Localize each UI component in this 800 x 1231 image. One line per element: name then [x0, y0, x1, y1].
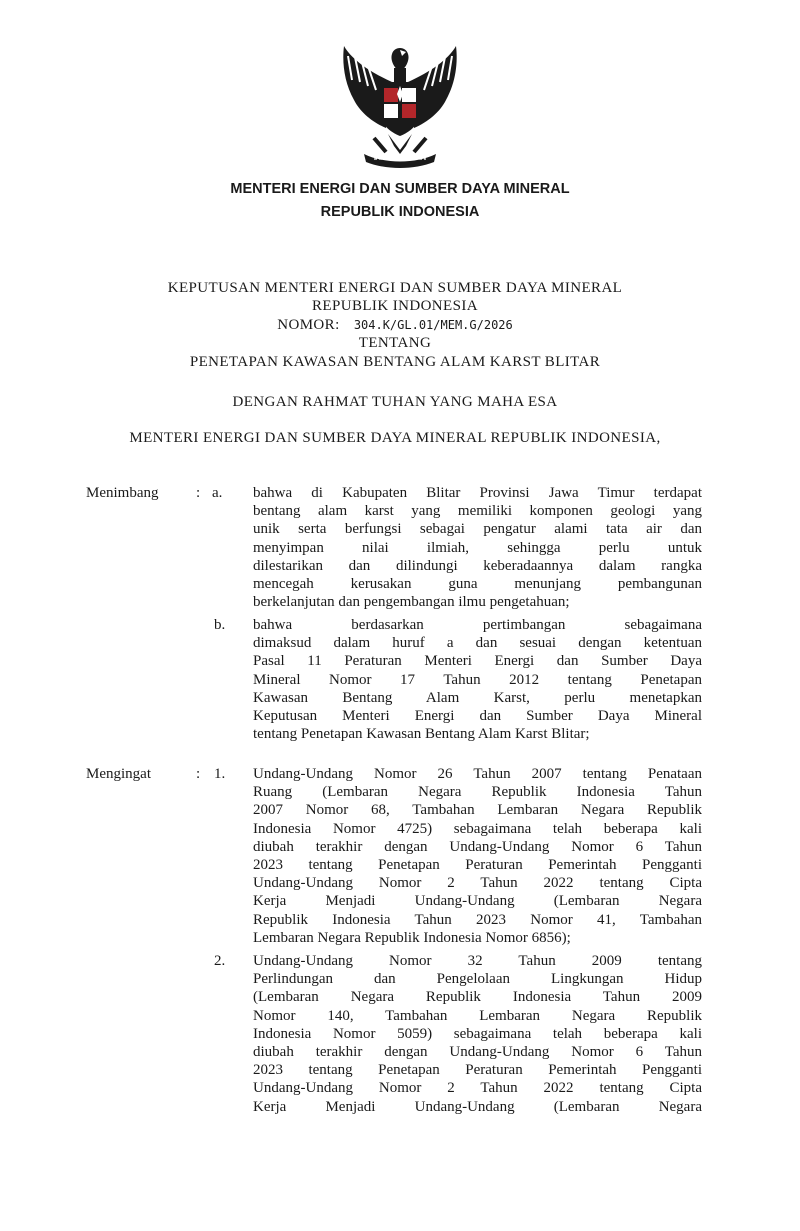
minister-heading: MENTERI ENERGI DAN SUMBER DAYA MINERAL REPUBLIK INDONESIA,	[129, 430, 661, 446]
text-line: Republik Indonesia Tahun 2023 Nomor 41, Tambahan	[253, 911, 702, 928]
text-line: Pasal 11 Peraturan Menteri Energi dan Sumber Daya	[253, 653, 702, 670]
menimbang-item-b	[253, 616, 702, 743]
text-line: bahwa di Kabupaten Blitar Provinsi Jawa Timur terdapat	[253, 485, 702, 501]
text-line: dilestarikan dan dilindungi keberadaannya dalam rangka	[253, 557, 702, 574]
text-line: Kerja Menjadi Undang-Undang (Lembaran Negara	[253, 1098, 702, 1115]
text-line: Undang-Undang Nomor 32 Tahun 2009 tentang	[253, 953, 702, 969]
decree-about-label: TENTANG	[358, 335, 432, 351]
ministry-name: MENTERI ENERGI DAN SUMBER DAYA MINERAL	[230, 181, 570, 197]
text-line: berkelanjutan dan pengembangan ilmu pengetahuan;	[253, 594, 570, 611]
text-line: Lembaran Negara Republik Indonesia Nomor 6856);	[253, 929, 571, 946]
text-line: menyimpan nilai ilmiah, sehingga perlu untuk	[253, 539, 702, 556]
text-line: diubah terakhir dengan Undang-Undang Nomor 6 Tahun	[253, 838, 702, 855]
text-line: 2023 tentang Penetapan Peraturan Pemerintah Pengganti	[253, 1062, 702, 1079]
text-line: Indonesia Nomor 4725) sebagaimana telah beberapa kali	[253, 820, 702, 837]
mengingat-item-1	[253, 765, 702, 947]
text-line: Undang-Undang Nomor 2 Tahun 2022 tentang Cipta	[253, 1080, 702, 1097]
mengingat-colon: :	[196, 766, 201, 782]
text-line: Undang-Undang Nomor 2 Tahun 2022 tentang Cipta	[253, 875, 702, 892]
decree-number-value: 304.K/GL.01/MEM.G/2026	[353, 318, 513, 332]
text-line: 2023 tentang Penetapan Peraturan Pemerintah Pengganti	[253, 856, 702, 873]
text-line: Keputusan Menteri Energi dan Sumber Daya Mineral	[253, 707, 702, 724]
text-line: Nomor 140, Tambahan Lembaran Negara Republik	[253, 1007, 702, 1024]
text-line: bentang alam karst yang memiliki komponen geologi yang	[253, 503, 702, 520]
ministry-country: REPUBLIK INDONESIA	[320, 204, 480, 220]
text-line: (Lembaran Negara Republik Indonesia Tahun 2009	[253, 989, 702, 1006]
menimbang-item-a	[253, 484, 702, 611]
text-line: Ruang (Lembaran Negara Republik Indonesia Tahun	[253, 784, 702, 801]
text-line: Mineral Nomor 17 Tahun 2012 tentang Penetapan	[253, 671, 702, 688]
text-line: diubah terakhir dengan Undang-Undang Nomor 6 Tahun	[253, 1043, 702, 1060]
decree-title-country: REPUBLIK INDONESIA	[312, 298, 478, 314]
text-line: mencegah kerusakan guna menunjang pembangunan	[253, 575, 702, 592]
text-line: dimaksud dalam huruf a dan sesuai dengan ketentuan	[253, 635, 702, 652]
decree-title: KEPUTUSAN MENTERI ENERGI DAN SUMBER DAYA MINERAL	[167, 280, 623, 296]
menimbang-label: Menimbang	[86, 485, 159, 501]
text-line: 2007 Nomor 68, Tambahan Lembaran Negara Republik	[253, 802, 702, 819]
mengingat-marker-1: 1.	[214, 766, 226, 782]
menimbang-marker-a: a.	[212, 485, 223, 501]
menimbang-colon: :	[196, 485, 201, 501]
text-line: tentang Penetapan Kawasan Bentang Alam Karst Blitar;	[253, 726, 590, 743]
decree-subject: PENETAPAN KAWASAN BENTANG ALAM KARST BLITAR	[189, 354, 601, 370]
decree-number	[0, 316, 790, 334]
text-line: unik serta berfungsi sebagai pengatur alami tata air dan	[253, 521, 702, 538]
mengingat-marker-2: 2.	[214, 953, 226, 969]
grace-phrase: DENGAN RAHMAT TUHAN YANG MAHA ESA	[232, 394, 558, 410]
text-line: Undang-Undang Nomor 26 Tahun 2007 tentang Penataan	[253, 766, 702, 782]
mengingat-item-2	[253, 952, 702, 1116]
text-line: Kawasan Bentang Alam Karst, perlu menetapkan	[253, 689, 702, 706]
menimbang-marker-b: b.	[214, 617, 226, 633]
text-line: Kerja Menjadi Undang-Undang (Lembaran Negara	[253, 893, 702, 910]
decree-number-label: NOMOR:	[277, 317, 340, 333]
mengingat-label: Mengingat	[86, 766, 151, 782]
text-line: Perlindungan dan Pengelolaan Lingkungan Hidup	[253, 971, 702, 988]
text-line: bahwa berdasarkan pertimbangan sebagaimana	[253, 617, 702, 633]
text-line: Indonesia Nomor 5059) sebagaimana telah beberapa kali	[253, 1025, 702, 1042]
garuda-emblem-icon	[330, 42, 470, 170]
